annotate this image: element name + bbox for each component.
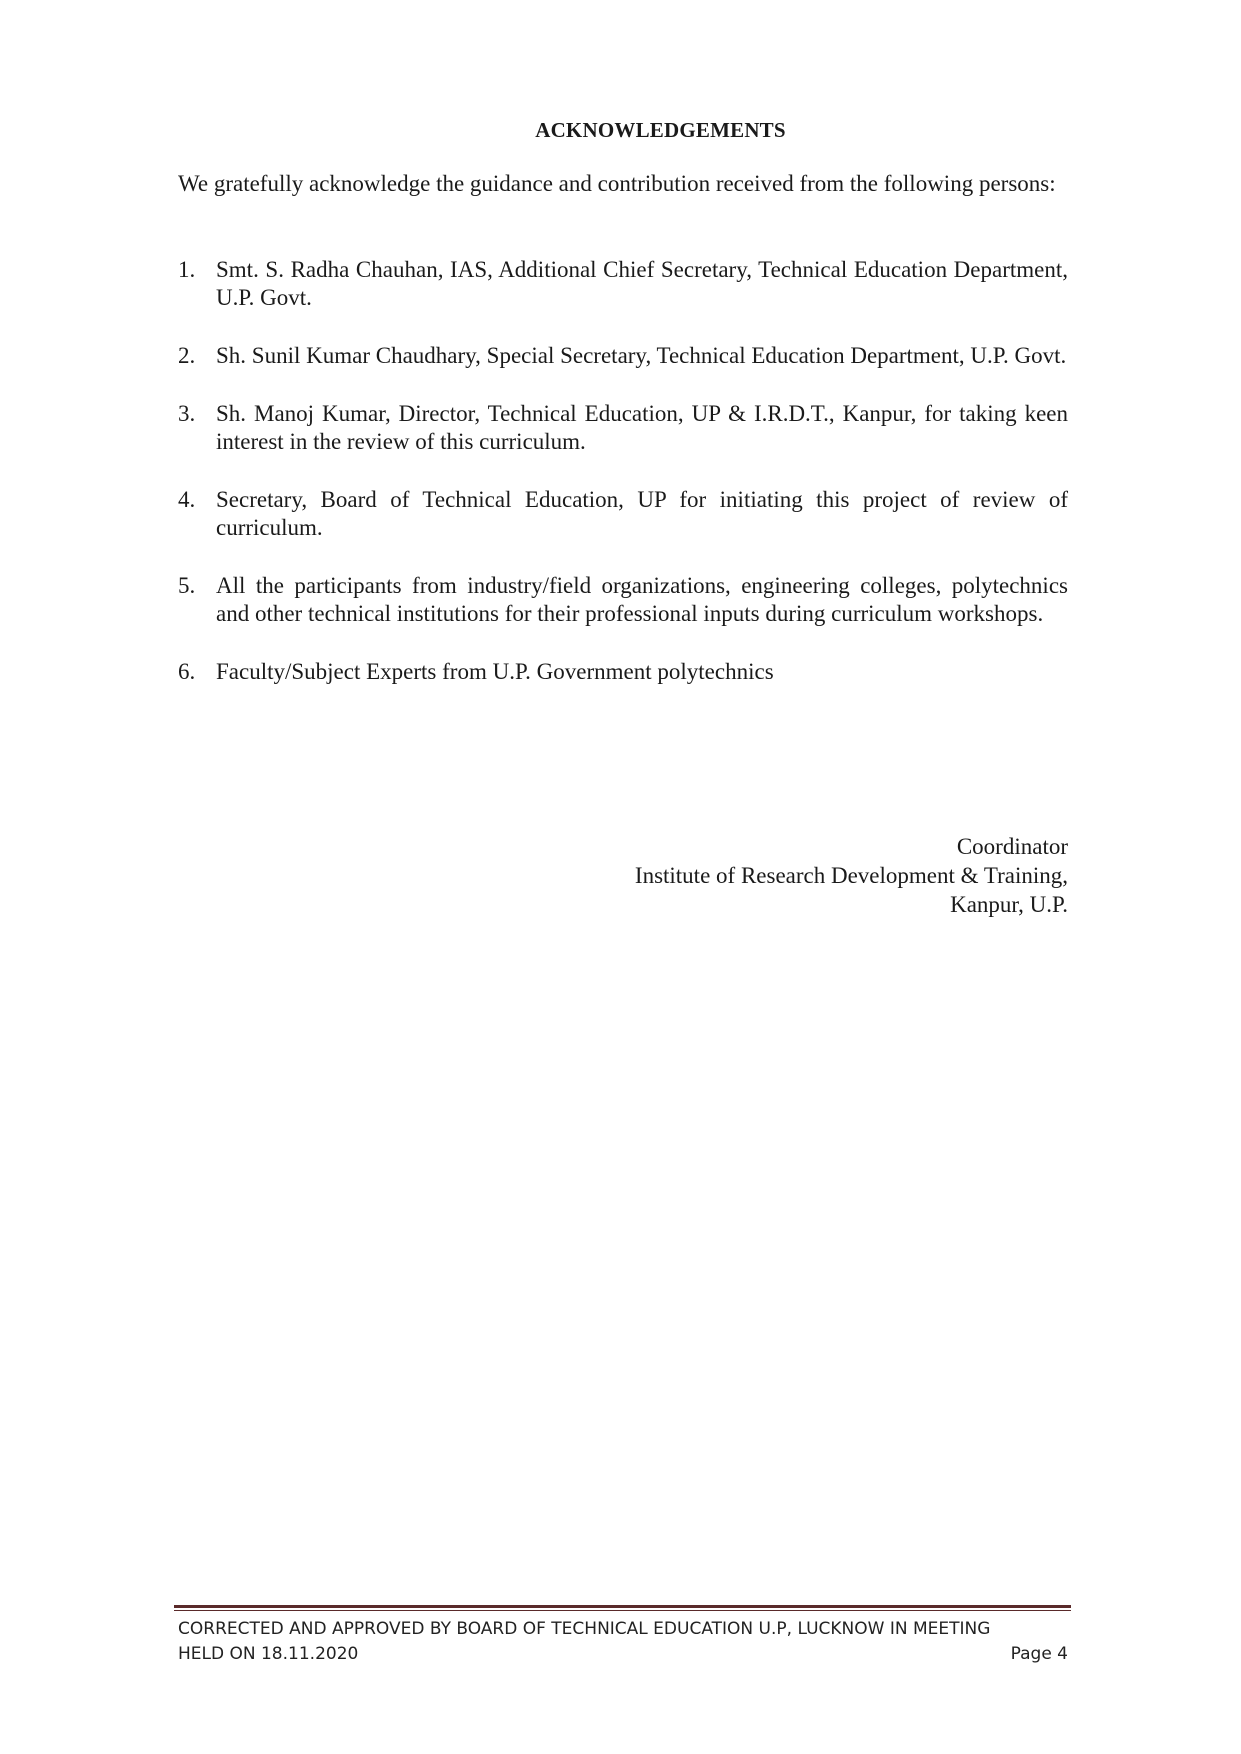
list-item-number: 2. bbox=[178, 343, 196, 368]
list-item-text: All the participants from industry/field organizations, engineering colleges, polytechnics and other technical institutions for their professional inputs during curriculum workshops. bbox=[216, 573, 1068, 626]
signature-location: Kanpur, U.P. bbox=[950, 892, 1068, 917]
list-item bbox=[178, 572, 1068, 628]
list-item bbox=[178, 658, 1068, 686]
list-item-number: 3. bbox=[178, 401, 196, 426]
list-item bbox=[178, 256, 1068, 312]
footer-line-2: HELD ON 18.11.2020 bbox=[178, 1644, 359, 1664]
page-heading: ACKNOWLEDGEMENTS bbox=[535, 118, 786, 142]
list-item-text: Faculty/Subject Experts from U.P. Government polytechnics bbox=[216, 659, 774, 684]
list-item bbox=[178, 486, 1068, 542]
footer-divider bbox=[174, 1605, 1071, 1611]
signature-institute: Institute of Research Development & Training, bbox=[634, 863, 1068, 888]
list-item-text: Secretary, Board of Technical Education, UP for initiating this project of review of curriculum. bbox=[216, 487, 1068, 540]
list-item bbox=[178, 400, 1068, 456]
list-item-text: Sh. Sunil Kumar Chaudhary, Special Secretary, Technical Education Department, U.P. Govt. bbox=[216, 343, 1067, 368]
list-item-number: 5. bbox=[178, 573, 196, 598]
signature-block bbox=[635, 832, 1068, 919]
list-item-text: Smt. S. Radha Chauhan, IAS, Additional Chief Secretary, Technical Education Department, U.P. Govt. bbox=[216, 257, 1068, 310]
list-item bbox=[178, 342, 1068, 370]
intro-paragraph: We gratefully acknowledge the guidance and contribution received from the following persons: bbox=[178, 171, 1056, 196]
list-item-number: 6. bbox=[178, 659, 196, 684]
signature-title: Coordinator bbox=[956, 834, 1068, 859]
acknowledgement-list bbox=[178, 256, 1068, 716]
footer-line-2-row bbox=[178, 1642, 1068, 1667]
footer-line-1: CORRECTED AND APPROVED BY BOARD OF TECHNICAL EDUCATION U.P, LUCKNOW IN MEETING bbox=[178, 1619, 991, 1639]
list-item-number: 1. bbox=[178, 257, 196, 282]
list-item-text: Sh. Manoj Kumar, Director, Technical Education, UP & I.R.D.T., Kanpur, for taking keen interest in the review of this curriculum. bbox=[216, 401, 1068, 454]
page-number: Page 4 bbox=[1010, 1644, 1068, 1664]
list-item-number: 4. bbox=[178, 487, 196, 512]
page-footer bbox=[178, 1617, 1068, 1667]
